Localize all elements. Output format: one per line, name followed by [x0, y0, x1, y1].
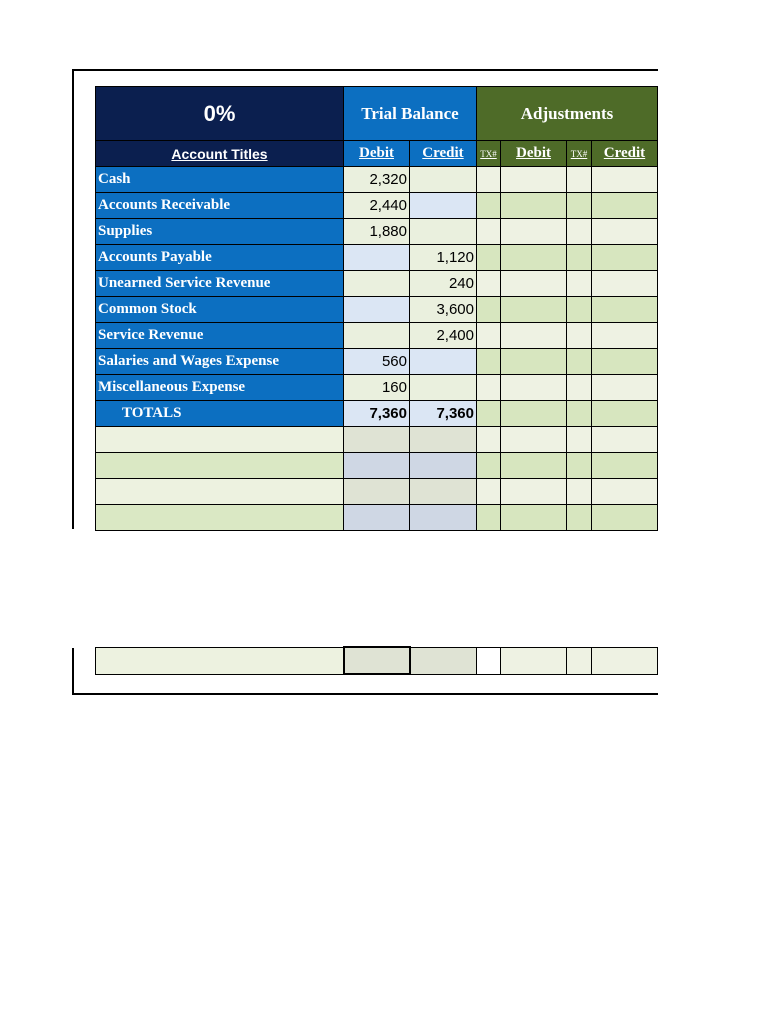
tb-debit-cell[interactable] — [344, 323, 410, 349]
table-row — [96, 349, 658, 375]
tb-debit-cell[interactable] — [344, 271, 410, 297]
tb-debit-cell[interactable] — [344, 479, 410, 505]
adj-debit-tx-cell[interactable] — [477, 375, 501, 401]
empty-row — [96, 453, 658, 479]
adj-credit-cell[interactable] — [592, 219, 658, 245]
adj-credit-tx-cell[interactable] — [567, 647, 592, 674]
tb-debit-cell[interactable] — [344, 427, 410, 453]
adj-debit-tx-cell[interactable] — [477, 245, 501, 271]
adj-credit-tx-cell[interactable] — [567, 375, 592, 401]
adj-credit-tx-cell[interactable] — [567, 219, 592, 245]
worksheet-frame-left — [72, 69, 74, 529]
adj-debit-cell[interactable] — [501, 479, 567, 505]
adj-credit-cell[interactable] — [592, 245, 658, 271]
account-title[interactable]: Salaries and Wages Expense — [96, 349, 344, 375]
adj-debit-cell[interactable] — [501, 427, 567, 453]
tb-debit-cell[interactable]: 560 — [344, 349, 410, 375]
tb-debit-cell[interactable] — [344, 245, 410, 271]
tb-credit-header: Credit — [410, 141, 477, 167]
tb-credit-cell[interactable] — [410, 349, 477, 375]
account-title[interactable]: Cash — [96, 167, 344, 193]
worksheet-frame-bottom — [72, 693, 658, 695]
adj-debit-header: Debit — [501, 141, 567, 167]
completion-percent: 0% — [96, 87, 344, 141]
adj-credit-tx-cell[interactable] — [567, 401, 592, 427]
adj-debit-cell[interactable] — [501, 505, 567, 531]
adj-debit-tx-cell[interactable] — [477, 427, 501, 453]
adj-credit-tx-cell[interactable] — [567, 505, 592, 531]
totals-row — [96, 401, 658, 427]
tb-credit-cell[interactable]: 1,120 — [410, 245, 477, 271]
adj-credit-tx-cell[interactable] — [567, 297, 592, 323]
tb-debit-cell[interactable] — [344, 647, 410, 674]
account-title[interactable]: Service Revenue — [96, 323, 344, 349]
account-titles-header: Account Titles — [96, 141, 344, 167]
account-title-empty[interactable] — [96, 647, 344, 674]
account-title[interactable]: Accounts Receivable — [96, 193, 344, 219]
table-row — [96, 297, 658, 323]
adj-debit-cell[interactable] — [501, 297, 567, 323]
tb-credit-total: 7,360 — [410, 401, 477, 427]
adj-debit-tx-cell[interactable] — [477, 323, 501, 349]
account-title-empty[interactable] — [96, 453, 344, 479]
trial-balance-header: Trial Balance — [344, 87, 477, 141]
tb-credit-cell[interactable]: 2,400 — [410, 323, 477, 349]
table-row — [96, 271, 658, 297]
adj-debit-tx-cell[interactable] — [477, 349, 501, 375]
table-row — [96, 167, 658, 193]
account-title[interactable]: Miscellaneous Expense — [96, 375, 344, 401]
adj-credit-cell[interactable] — [592, 453, 658, 479]
table-row — [96, 323, 658, 349]
adj-credit-tx-cell[interactable] — [567, 453, 592, 479]
adj-debit-tx-header: TX# — [477, 141, 501, 167]
account-title[interactable]: Accounts Payable — [96, 245, 344, 271]
adj-debit-tx-cell[interactable] — [477, 647, 501, 674]
adj-credit-tx-cell[interactable] — [567, 427, 592, 453]
adj-debit-cell[interactable] — [501, 453, 567, 479]
adj-debit-cell[interactable] — [501, 647, 567, 674]
adj-credit-cell[interactable] — [592, 349, 658, 375]
adj-debit-tx-cell[interactable] — [477, 167, 501, 193]
adj-debit-cell[interactable] — [501, 271, 567, 297]
adj-debit-tx-cell[interactable] — [477, 479, 501, 505]
adj-debit-cell[interactable] — [501, 349, 567, 375]
account-title[interactable]: Supplies — [96, 219, 344, 245]
account-title[interactable]: Common Stock — [96, 297, 344, 323]
tb-credit-cell[interactable] — [410, 167, 477, 193]
table-row — [96, 375, 658, 401]
account-title[interactable]: Unearned Service Revenue — [96, 271, 344, 297]
tb-credit-cell[interactable]: 240 — [410, 271, 477, 297]
tb-credit-cell[interactable] — [410, 647, 477, 674]
adj-credit-cell[interactable] — [592, 647, 658, 674]
empty-row — [96, 479, 658, 505]
tb-debit-total: 7,360 — [344, 401, 410, 427]
adjustments-header: Adjustments — [477, 87, 658, 141]
account-title-empty[interactable] — [96, 505, 344, 531]
adj-debit-tx-cell[interactable] — [477, 453, 501, 479]
adj-credit-total[interactable] — [592, 401, 658, 427]
tb-credit-cell[interactable] — [410, 453, 477, 479]
totals-label: TOTALS — [96, 401, 344, 427]
adj-credit-tx-cell[interactable] — [567, 349, 592, 375]
tb-debit-cell[interactable]: 1,880 — [344, 219, 410, 245]
empty-row — [96, 427, 658, 453]
adj-credit-tx-cell[interactable] — [567, 167, 592, 193]
adj-debit-cell[interactable] — [501, 375, 567, 401]
tb-credit-cell[interactable] — [410, 193, 477, 219]
tb-credit-cell[interactable] — [410, 427, 477, 453]
adj-credit-cell[interactable] — [592, 167, 658, 193]
empty-row — [96, 505, 658, 531]
adj-credit-cell[interactable] — [592, 427, 658, 453]
tb-debit-cell[interactable] — [344, 453, 410, 479]
adj-credit-cell[interactable] — [592, 297, 658, 323]
tb-credit-cell[interactable] — [410, 375, 477, 401]
adj-debit-cell[interactable] — [501, 167, 567, 193]
account-title-empty[interactable] — [96, 479, 344, 505]
adj-credit-tx-header: TX# — [567, 141, 592, 167]
tb-debit-header: Debit — [344, 141, 410, 167]
adj-credit-cell[interactable] — [592, 193, 658, 219]
table-row — [96, 245, 658, 271]
empty-row — [96, 647, 658, 674]
tb-credit-cell[interactable] — [410, 219, 477, 245]
table-row — [96, 193, 658, 219]
account-title-empty[interactable] — [96, 427, 344, 453]
adj-debit-tx-cell[interactable] — [477, 401, 501, 427]
adj-debit-tx-cell[interactable] — [477, 219, 501, 245]
adj-credit-cell[interactable] — [592, 505, 658, 531]
tb-debit-cell[interactable]: 2,440 — [344, 193, 410, 219]
adj-credit-cell[interactable] — [592, 323, 658, 349]
adj-debit-tx-cell[interactable] — [477, 297, 501, 323]
table-row — [96, 219, 658, 245]
tb-credit-cell[interactable]: 3,600 — [410, 297, 477, 323]
tb-credit-cell[interactable] — [410, 479, 477, 505]
worksheet-table-lower — [95, 646, 658, 675]
adj-credit-tx-cell[interactable] — [567, 323, 592, 349]
adj-debit-tx-cell[interactable] — [477, 193, 501, 219]
worksheet-frame-left-lower — [72, 648, 74, 694]
tb-debit-cell[interactable] — [344, 505, 410, 531]
adj-debit-total[interactable] — [501, 401, 567, 427]
adj-credit-cell[interactable] — [592, 271, 658, 297]
tb-debit-cell[interactable] — [344, 297, 410, 323]
tb-debit-cell[interactable]: 2,320 — [344, 167, 410, 193]
adj-debit-cell[interactable] — [501, 193, 567, 219]
adj-debit-cell[interactable] — [501, 245, 567, 271]
adj-credit-header: Credit — [592, 141, 658, 167]
worksheet-table — [95, 86, 658, 531]
adj-debit-tx-cell[interactable] — [477, 271, 501, 297]
adj-credit-cell[interactable] — [592, 375, 658, 401]
adj-credit-cell[interactable] — [592, 479, 658, 505]
adj-debit-cell[interactable] — [501, 219, 567, 245]
adj-credit-tx-cell[interactable] — [567, 479, 592, 505]
worksheet-frame-top — [72, 69, 658, 71]
tb-credit-cell[interactable] — [410, 505, 477, 531]
adj-credit-tx-cell[interactable] — [567, 245, 592, 271]
adj-credit-tx-cell[interactable] — [567, 193, 592, 219]
adj-debit-tx-cell[interactable] — [477, 505, 501, 531]
adj-credit-tx-cell[interactable] — [567, 271, 592, 297]
adj-debit-cell[interactable] — [501, 323, 567, 349]
tb-debit-cell[interactable]: 160 — [344, 375, 410, 401]
